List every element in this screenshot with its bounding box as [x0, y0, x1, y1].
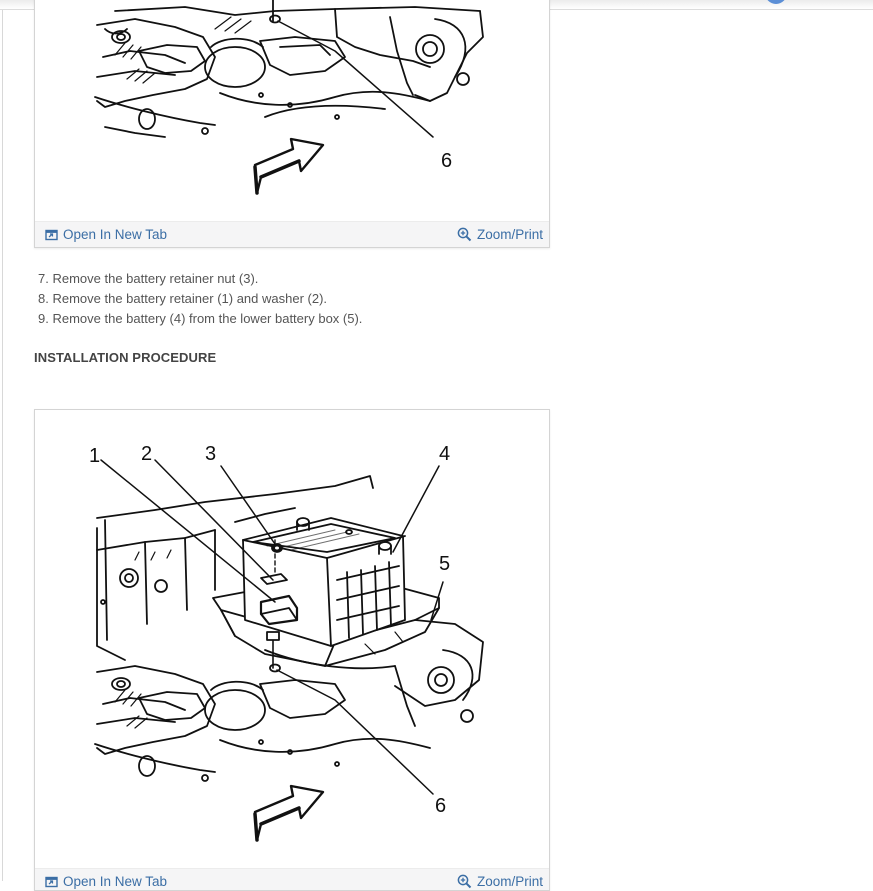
page-left-rule: [2, 0, 3, 881]
open-new-tab-link[interactable]: [45, 874, 167, 889]
callout-1: 1: [89, 445, 101, 467]
figure-action-bar: [35, 868, 549, 891]
battery-removal-illustration: [35, 0, 549, 223]
step-item: 7. Remove the battery retainer nut (3).: [38, 271, 259, 286]
callout-5: 5: [439, 553, 451, 575]
zoom-in-icon: [457, 874, 472, 889]
step-item: 8. Remove the battery retainer (1) and washer (2).: [38, 291, 328, 306]
installation-figure: [34, 409, 550, 891]
callout-6: 6: [435, 795, 447, 817]
step-item: 9. Remove the battery (4) from the lower battery box (5).: [38, 311, 363, 326]
zoom-print-link[interactable]: [457, 874, 543, 889]
callout-3: 3: [205, 443, 217, 465]
callout-6: 6: [441, 150, 453, 172]
open-new-tab-label: Open In New Tab: [63, 874, 168, 889]
figure-action-bar: [35, 221, 549, 248]
open-new-tab-link[interactable]: [45, 227, 167, 242]
open-new-tab-icon: [45, 229, 58, 241]
battery-installation-illustration: [35, 410, 549, 868]
removal-figure: [34, 0, 550, 248]
open-new-tab-label: Open In New Tab: [63, 227, 168, 242]
open-new-tab-icon: [45, 876, 58, 888]
callout-4: 4: [439, 443, 451, 465]
removal-steps-list: [38, 269, 362, 329]
zoom-in-icon: [457, 227, 472, 242]
zoom-print-label: Zoom/Print: [476, 874, 543, 889]
callout-2: 2: [141, 443, 153, 465]
zoom-print-label: Zoom/Print: [476, 227, 543, 242]
zoom-print-link[interactable]: [457, 227, 543, 242]
installation-procedure-heading: INSTALLATION PROCEDURE: [34, 350, 217, 365]
